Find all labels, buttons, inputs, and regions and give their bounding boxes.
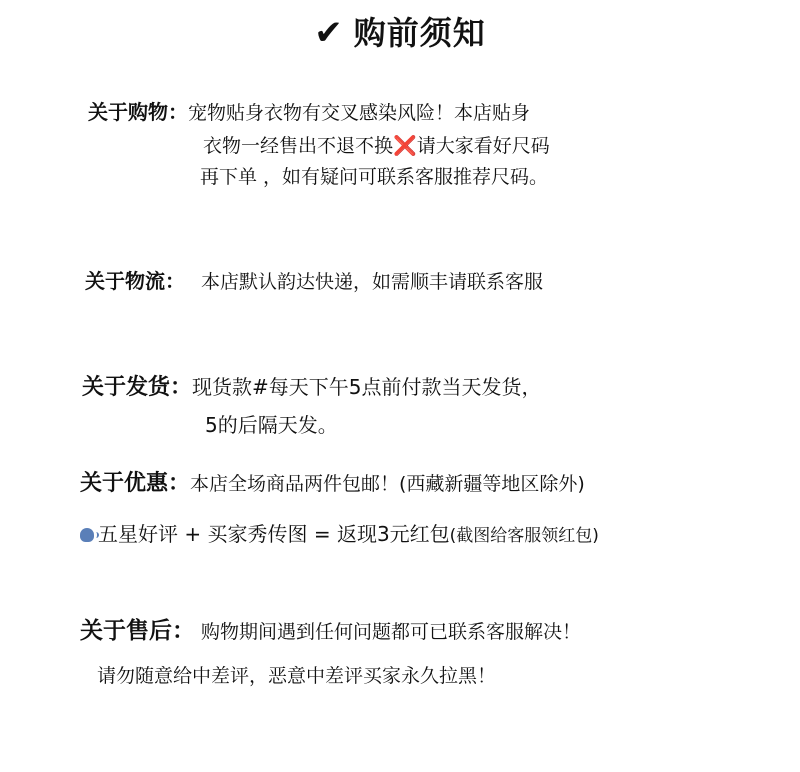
discount-line <box>80 466 585 497</box>
page-title <box>0 8 800 54</box>
aftersale-warning: 请勿随意给中差评，恶意中差评买家永久拉黑！ <box>97 665 497 687</box>
shopping-text-1: 宠物贴身衣物有交叉感染风险！本店贴身 <box>188 102 531 124</box>
shipping-text-1: 现货款#每天下午5点前付款当天发货， <box>192 375 542 399</box>
shopping-text-2b: 请大家看好尺码 <box>416 135 550 157</box>
review-note: (截图给客服领红包) <box>449 526 599 546</box>
shopping-line-3 <box>200 162 548 189</box>
logistics-label: 关于物流： <box>85 269 185 293</box>
review-line <box>80 518 599 547</box>
shipping-line-1 <box>82 370 542 401</box>
logistics-text: 本店默认韵达快递，如需顺丰请联系客服 <box>201 271 544 293</box>
cross-icon: ❌ <box>393 135 417 157</box>
shopping-text-2a: 衣物一经售出不退不换 <box>203 135 394 157</box>
logistics-line <box>85 265 543 294</box>
title-text: 购前须知 <box>353 14 486 52</box>
shopping-label: 关于购物： <box>88 100 188 124</box>
shopping-line-2 <box>203 131 550 158</box>
discount-label: 关于优惠： <box>80 471 191 496</box>
shipping-line-2 <box>205 409 338 438</box>
shopping-line-1 <box>88 96 530 125</box>
speaking-head-icon <box>80 528 94 542</box>
discount-text: 本店全场商品两件包邮！(西藏新疆等地区除外) <box>190 473 585 495</box>
shipping-label: 关于发货： <box>82 375 193 400</box>
review-text: 五星好评 + 买家秀传图 = 返现3元红包 <box>98 522 450 546</box>
aftersale-warning-line <box>97 661 496 688</box>
aftersale-text: 购物期间遇到任何问题都可已联系客服解决！ <box>201 621 582 643</box>
aftersale-line <box>80 612 581 645</box>
aftersale-label: 关于售后： <box>80 618 195 644</box>
shopping-text-3: 再下单 ，如有疑问可联系客服推荐尺码。 <box>200 166 549 188</box>
check-icon: ✔ <box>314 13 344 53</box>
shipping-text-2: 5的后隔天发。 <box>205 413 338 437</box>
